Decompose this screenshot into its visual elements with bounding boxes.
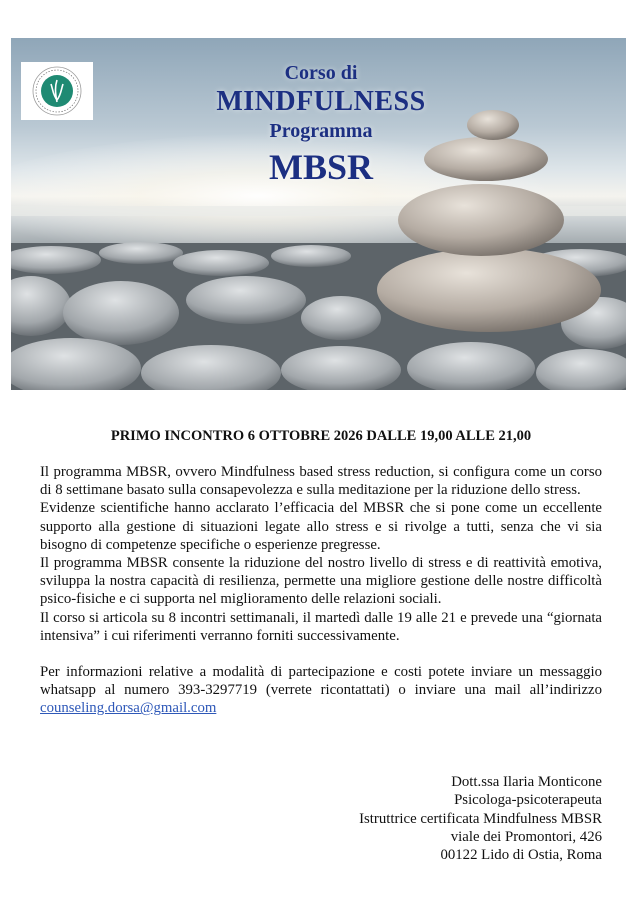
title-mindfulness: MINDFULNESS — [216, 86, 426, 117]
title-course-of: Corso di — [284, 62, 358, 84]
logo-emblem-icon — [21, 62, 93, 120]
title-program: Programma — [269, 120, 373, 142]
paragraph-intro: Il programma MBSR, ovvero Mindfulness based stress reduction, si configura come un corso di 8 settimane basato sulla consapevolezza e sulla meditazione per la riduzione dello stress. — [40, 464, 602, 499]
signature-street: viale dei Promontori, 426 — [450, 828, 602, 845]
signature-certification: Istruttrice certificata Mindfulness MBSR — [359, 810, 602, 827]
first-meeting-headline: PRIMO INCONTRO 6 OTTOBRE 2026 DALLE 19,00 ALLE 21,00 — [110, 428, 532, 444]
paragraph-benefits: Il programma MBSR consente la riduzione del nostro livello di stress e di reattività emotiva, sviluppa la nostra capacità di resilienza, permette una migliore gestione delle nostre difficoltà psico-fisiche e ci supporta nel miglioramento delle relazioni sociali. — [40, 555, 602, 608]
signature-name: Dott.ssa Ilaria Monticone — [451, 774, 602, 790]
hero-image — [11, 38, 626, 390]
course-description — [40, 463, 602, 718]
title-mbsr: MBSR — [268, 147, 373, 187]
signature-block — [359, 773, 602, 864]
signature-city: 00122 Lido di Ostia, Roma — [440, 847, 602, 864]
signature-role: Psicologa-psicoterapeuta — [454, 792, 602, 809]
course-title — [171, 60, 471, 190]
psychology-studio-logo-icon — [21, 62, 93, 120]
paragraph-evidence: Evidenze scientifiche hanno acclarato l’efficacia del MBSR che si pone come un eccellente supporto alla gestione di situazioni legate allo stress e si rivolge a tutti, senza che vi sia bisogno di competenze specifiche o esperienze pregresse. — [40, 500, 602, 553]
contact-text: Per informazioni relative a modalità di partecipazione e costi potete inviare un messaggio whatsapp al numero 393-3297719 (verrete ricontattati) o inviare una mail all’indirizzo — [40, 664, 602, 699]
paragraph-contact — [40, 663, 602, 718]
email-link[interactable]: counseling.dorsa@gmail.com — [40, 700, 217, 717]
paragraph-schedule: Il corso si articola su 8 incontri settimanali, il martedì dalle 19 alle 21 e prevede una “giornata intensiva” i cui riferimenti verranno forniti successivamente. — [40, 609, 602, 644]
